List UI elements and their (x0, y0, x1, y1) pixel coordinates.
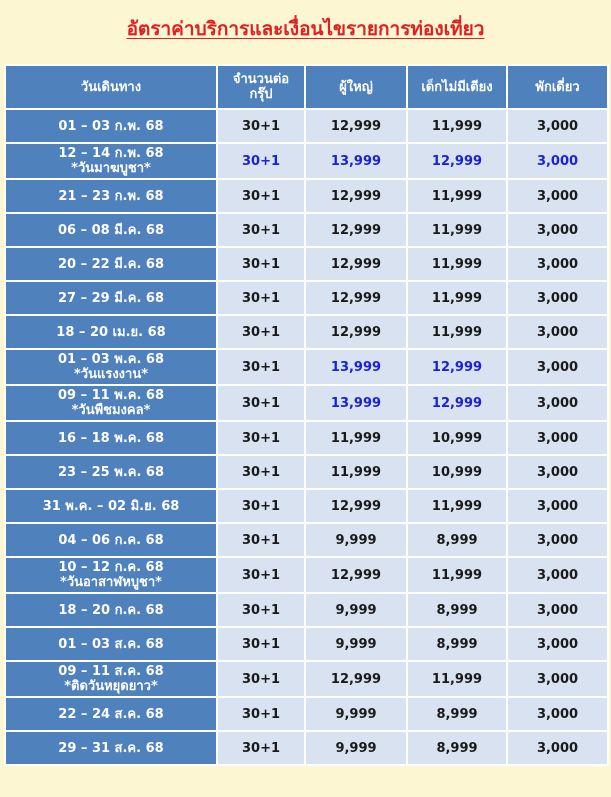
group-size-cell: 30+1 (217, 557, 305, 593)
group-size-cell: 30+1 (217, 315, 305, 349)
child-no-bed-price-cell: 10,999 (407, 455, 507, 489)
table-row (5, 349, 608, 385)
child-no-bed-price-cell: 8,999 (407, 627, 507, 661)
adult-price-cell: 13,999 (305, 385, 407, 421)
table-row (5, 523, 608, 557)
holiday-note: *วันแรงงาน* (73, 367, 149, 382)
table-row (5, 315, 608, 349)
group-size-cell: 30+1 (217, 697, 305, 731)
single-supplement-cell: 3,000 (507, 557, 608, 593)
single-supplement-cell: 3,000 (507, 349, 608, 385)
adult-price-cell: 9,999 (305, 697, 407, 731)
group-size-cell: 30+1 (217, 455, 305, 489)
group-size-cell: 30+1 (217, 731, 305, 765)
child-no-bed-price-cell: 11,999 (407, 661, 507, 697)
table-row (5, 593, 608, 627)
single-supplement-cell: 3,000 (507, 247, 608, 281)
travel-date-cell (5, 731, 217, 765)
single-supplement-cell: 3,000 (507, 627, 608, 661)
single-supplement-cell: 3,000 (507, 385, 608, 421)
table-row (5, 247, 608, 281)
travel-date: 29 – 31 ส.ค. 68 (58, 740, 164, 756)
group-size-cell: 30+1 (217, 627, 305, 661)
group-size-cell: 30+1 (217, 247, 305, 281)
group-size-cell: 30+1 (217, 109, 305, 143)
column-header-date: วันเดินทาง (5, 65, 217, 109)
adult-price-cell: 13,999 (305, 143, 407, 179)
travel-date: 01 – 03 พ.ค. 68 (57, 352, 165, 367)
group-size-cell: 30+1 (217, 523, 305, 557)
holiday-note: *วันอาสาฬหบูชา* (60, 575, 162, 590)
adult-price-cell: 11,999 (305, 455, 407, 489)
travel-date-cell (5, 315, 217, 349)
child-no-bed-price-cell: 11,999 (407, 109, 507, 143)
travel-date: 10 – 12 ก.ค. 68 (58, 560, 164, 575)
column-header-group-label: จำนวนต่อ กรุ๊ป (232, 72, 290, 102)
single-supplement-cell: 3,000 (507, 661, 608, 697)
table-row (5, 421, 608, 455)
table-row (5, 281, 608, 315)
travel-date-cell (5, 661, 217, 697)
child-no-bed-price-cell: 11,999 (407, 315, 507, 349)
travel-date-cell (5, 593, 217, 627)
child-no-bed-price-cell: 8,999 (407, 593, 507, 627)
travel-date: 09 – 11 พ.ค. 68 (57, 388, 165, 403)
adult-price-cell: 12,999 (305, 213, 407, 247)
adult-price-cell: 12,999 (305, 315, 407, 349)
travel-date-cell (5, 179, 217, 213)
travel-date: 18 – 20 เม.ย. 68 (56, 324, 166, 340)
adult-price-cell: 12,999 (305, 281, 407, 315)
travel-date-cell (5, 247, 217, 281)
travel-date: 31 พ.ค. – 02 มิ.ย. 68 (42, 498, 180, 514)
page-title: อัตราค่าบริการและเงื่อนไขรายการท่องเที่ยว (126, 18, 485, 40)
travel-date: 22 – 24 ส.ค. 68 (58, 706, 164, 722)
travel-date-cell (5, 489, 217, 523)
travel-date: 18 – 20 ก.ค. 68 (58, 602, 164, 618)
column-header-group (217, 65, 305, 109)
table-row (5, 455, 608, 489)
single-supplement-cell: 3,000 (507, 421, 608, 455)
table-row (5, 213, 608, 247)
travel-date-cell (5, 281, 217, 315)
child-no-bed-price-cell: 12,999 (407, 385, 507, 421)
travel-date: 16 – 18 พ.ค. 68 (57, 430, 165, 446)
holiday-note: *ติดวันหยุดยาว* (64, 679, 158, 694)
column-header-child-no-bed: เด็กไม่มีเตียง (407, 65, 507, 109)
travel-date: 21 – 23 ก.พ. 68 (58, 188, 164, 204)
adult-price-cell: 12,999 (305, 247, 407, 281)
single-supplement-cell: 3,000 (507, 455, 608, 489)
travel-date: 27 – 29 มี.ค. 68 (57, 290, 165, 306)
table-row (5, 109, 608, 143)
single-supplement-cell: 3,000 (507, 731, 608, 765)
travel-date-cell (5, 523, 217, 557)
single-supplement-cell: 3,000 (507, 593, 608, 627)
group-size-cell: 30+1 (217, 179, 305, 213)
child-no-bed-price-cell: 11,999 (407, 213, 507, 247)
child-no-bed-price-cell: 11,999 (407, 489, 507, 523)
child-no-bed-price-cell: 8,999 (407, 523, 507, 557)
child-no-bed-price-cell: 10,999 (407, 421, 507, 455)
table-row (5, 385, 608, 421)
table-row (5, 697, 608, 731)
group-size-cell: 30+1 (217, 489, 305, 523)
adult-price-cell: 12,999 (305, 661, 407, 697)
adult-price-cell: 12,999 (305, 557, 407, 593)
travel-date: 20 – 22 มี.ค. 68 (57, 256, 165, 272)
adult-price-cell: 13,999 (305, 349, 407, 385)
adult-price-cell: 9,999 (305, 593, 407, 627)
table-row (5, 179, 608, 213)
single-supplement-cell: 3,000 (507, 315, 608, 349)
adult-price-cell: 9,999 (305, 523, 407, 557)
table-body (5, 109, 608, 765)
travel-date: 06 – 08 มี.ค. 68 (57, 222, 165, 238)
travel-date: 23 – 25 พ.ค. 68 (57, 464, 165, 480)
travel-date-cell (5, 349, 217, 385)
child-no-bed-price-cell: 11,999 (407, 247, 507, 281)
travel-date-cell (5, 421, 217, 455)
child-no-bed-price-cell: 12,999 (407, 349, 507, 385)
group-size-cell: 30+1 (217, 593, 305, 627)
single-supplement-cell: 3,000 (507, 523, 608, 557)
adult-price-cell: 9,999 (305, 627, 407, 661)
travel-date-cell (5, 627, 217, 661)
child-no-bed-price-cell: 8,999 (407, 731, 507, 765)
travel-date-cell (5, 455, 217, 489)
single-supplement-cell: 3,000 (507, 697, 608, 731)
travel-date-cell (5, 213, 217, 247)
group-size-cell: 30+1 (217, 421, 305, 455)
single-supplement-cell: 3,000 (507, 281, 608, 315)
column-header-single-supplement: พักเดี่ยว (507, 65, 608, 109)
table-row (5, 143, 608, 179)
child-no-bed-price-cell: 12,999 (407, 143, 507, 179)
adult-price-cell: 12,999 (305, 179, 407, 213)
adult-price-cell: 9,999 (305, 731, 407, 765)
single-supplement-cell: 3,000 (507, 179, 608, 213)
single-supplement-cell: 3,000 (507, 489, 608, 523)
travel-date-cell (5, 697, 217, 731)
child-no-bed-price-cell: 8,999 (407, 697, 507, 731)
rates-table (4, 64, 609, 766)
holiday-note: *วันพืชมงคล* (71, 403, 151, 418)
group-size-cell: 30+1 (217, 661, 305, 697)
table-row (5, 731, 608, 765)
child-no-bed-price-cell: 11,999 (407, 179, 507, 213)
travel-date-cell (5, 143, 217, 179)
group-size-cell: 30+1 (217, 385, 305, 421)
group-size-cell: 30+1 (217, 281, 305, 315)
travel-date: 04 – 06 ก.ค. 68 (58, 532, 164, 548)
group-size-cell: 30+1 (217, 349, 305, 385)
table-row (5, 627, 608, 661)
travel-date: 12 – 14 ก.พ. 68 (58, 146, 164, 161)
table-row (5, 489, 608, 523)
column-header-adult: ผู้ใหญ่ (305, 65, 407, 109)
travel-date: 09 – 11 ส.ค. 68 (58, 664, 164, 679)
child-no-bed-price-cell: 11,999 (407, 557, 507, 593)
travel-date: 01 – 03 ส.ค. 68 (58, 636, 164, 652)
table-row (5, 661, 608, 697)
adult-price-cell: 12,999 (305, 109, 407, 143)
travel-date-cell (5, 557, 217, 593)
adult-price-cell: 12,999 (305, 489, 407, 523)
adult-price-cell: 11,999 (305, 421, 407, 455)
child-no-bed-price-cell: 11,999 (407, 281, 507, 315)
table-row (5, 557, 608, 593)
travel-date: 01 – 03 ก.พ. 68 (58, 118, 164, 134)
single-supplement-cell: 3,000 (507, 143, 608, 179)
group-size-cell: 30+1 (217, 143, 305, 179)
travel-date-cell (5, 109, 217, 143)
holiday-note: *วันมาฆบูชา* (71, 161, 151, 176)
travel-date-cell (5, 385, 217, 421)
single-supplement-cell: 3,000 (507, 213, 608, 247)
table-header-row (5, 65, 608, 109)
single-supplement-cell: 3,000 (507, 109, 608, 143)
group-size-cell: 30+1 (217, 213, 305, 247)
